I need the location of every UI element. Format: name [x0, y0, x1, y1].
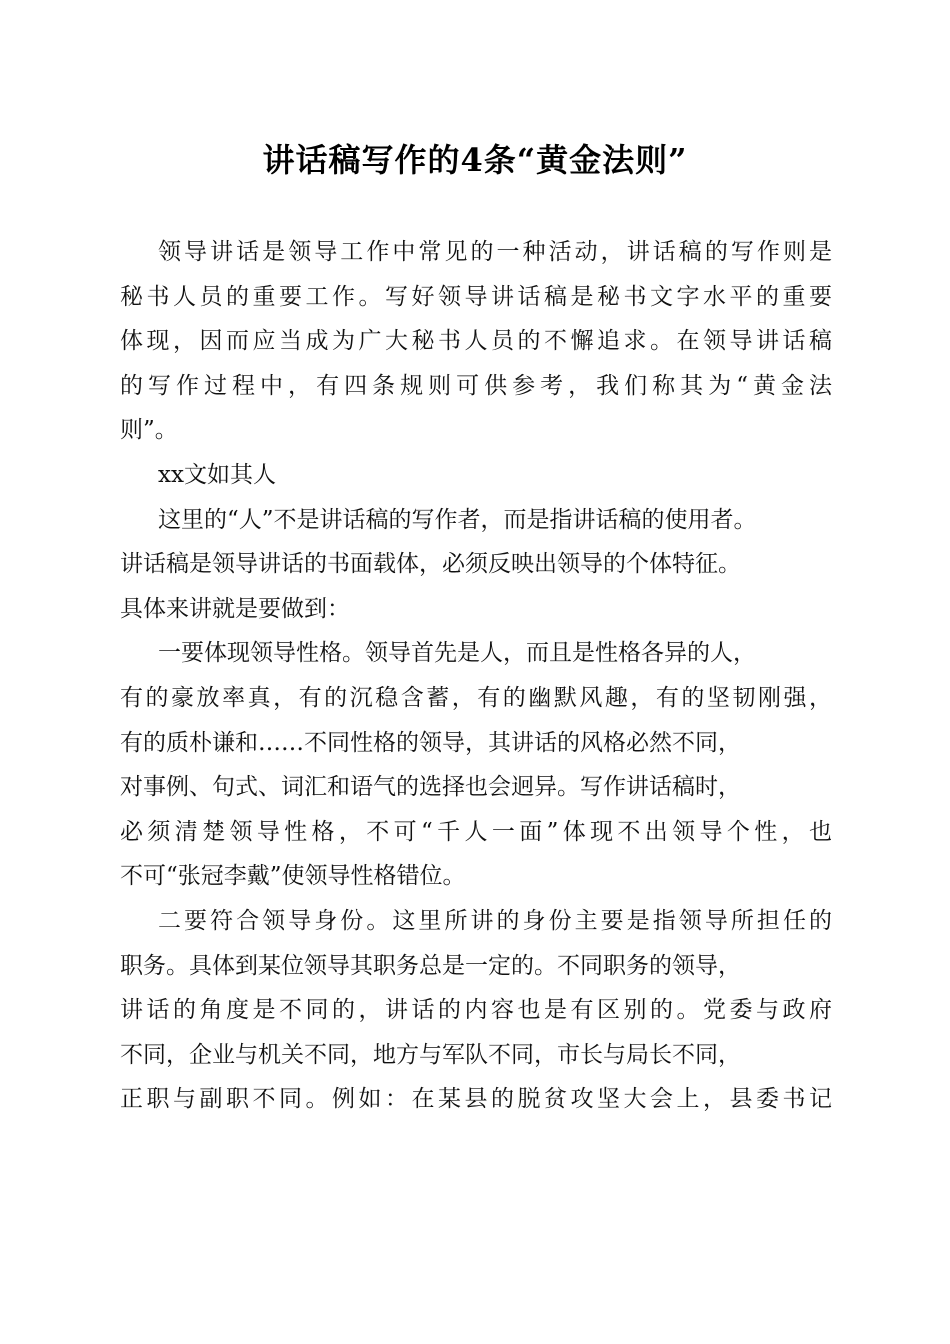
paragraph-3-line-2: 有的豪放率真，有的沉稳含蓄，有的幽默风趣，有的坚韧刚强， — [120, 684, 832, 711]
paragraph-3-line-6: 不可“张冠李戴”使领导性格错位。 — [120, 863, 466, 890]
document-title: 讲话稿写作的4条“黄金法则” — [262, 141, 688, 179]
paragraph-4-line-1: 二要符合领导身份。这里所讲的身份主要是指领导所担任的 — [158, 907, 832, 934]
paragraph-3-line-5: 必须清楚领导性格，不可“千人一面”体现不出领导个性，也 — [120, 818, 832, 845]
paragraph-1-line-2: 秘书人员的重要工作。写好领导讲话稿是秘书文字水平的重要 — [120, 283, 832, 310]
section-heading: xx文如其人 — [158, 461, 276, 488]
paragraph-3-line-1: 一要体现领导性格。领导首先是人，而且是性格各异的人， — [158, 640, 756, 667]
paragraph-2-line-1: 这里的“人”不是讲话稿的写作者，而是指讲话稿的使用者。 — [158, 506, 757, 533]
paragraph-2-line-3: 具体来讲就是要做到： — [120, 595, 350, 622]
paragraph-3-line-4: 对事例、句式、词汇和语气的选择也会迥异。写作讲话稿时， — [120, 774, 741, 801]
paragraph-1-line-5: 则”。 — [120, 417, 178, 444]
paragraph-4-line-2: 职务。具体到某位领导其职务总是一定的。不同职务的领导， — [120, 952, 741, 979]
paragraph-1-line-3: 体现，因而应当成为广大秘书人员的不懈追求。在领导讲话稿 — [120, 328, 832, 355]
paragraph-1-line-4: 的写作过程中，有四条规则可供参考，我们称其为“黄金法 — [120, 372, 832, 399]
paragraph-4-line-4: 不同，企业与机关不同，地方与军队不同，市长与局长不同， — [120, 1041, 741, 1068]
paragraph-2-line-2: 讲话稿是领导讲话的书面载体，必须反映出领导的个体特征。 — [120, 551, 741, 578]
paragraph-4-line-3: 讲话的角度是不同的，讲话的内容也是有区别的。党委与政府 — [120, 997, 832, 1024]
document-body — [120, 230, 832, 1122]
paragraph-3-line-3: 有的质朴谦和……不同性格的领导，其讲话的风格必然不同， — [120, 729, 741, 756]
paragraph-1-line-1: 领导讲话是领导工作中常见的一种活动，讲话稿的写作则是 — [158, 239, 832, 265]
paragraph-4-line-5: 正职与副职不同。例如：在某县的脱贫攻坚大会上，县委书记 — [120, 1086, 832, 1113]
